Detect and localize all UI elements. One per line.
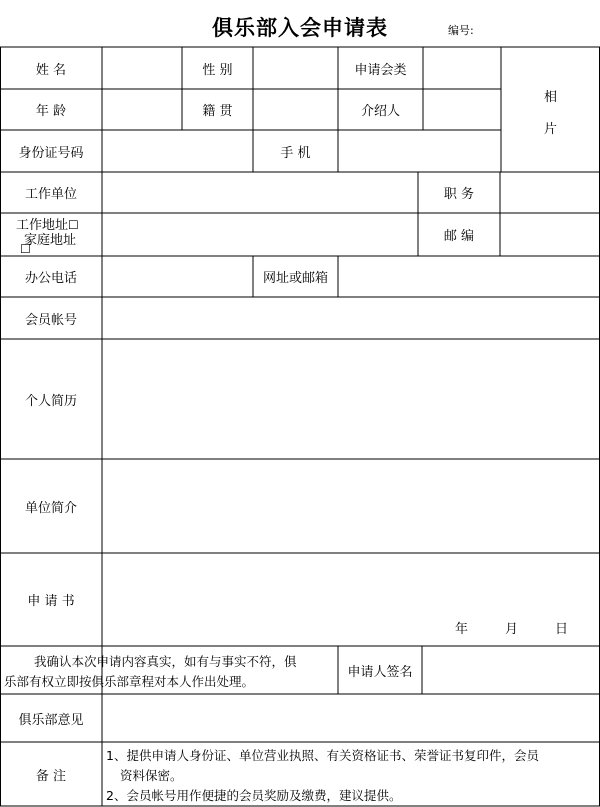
date-month-label: 月 — [505, 622, 519, 637]
mobile-label: 手 机 — [280, 145, 311, 161]
company-intro-label: 单位简介 — [24, 500, 77, 516]
age-field[interactable] — [102, 89, 182, 130]
work-address-checkbox[interactable]: ☐ — [68, 218, 79, 232]
club-opinion-field[interactable] — [102, 694, 600, 742]
date-year-label: 年 — [455, 622, 469, 637]
employer-field[interactable] — [102, 172, 418, 213]
age-label: 年 龄 — [35, 104, 67, 119]
office-phone-label: 办公电话 — [24, 271, 77, 286]
referrer-label: 介绍人 — [360, 104, 400, 119]
referrer-field[interactable] — [423, 89, 501, 130]
name-field[interactable] — [102, 47, 182, 89]
member-account-field[interactable] — [102, 297, 600, 339]
gender-field[interactable] — [253, 47, 338, 89]
employer-label: 工作单位 — [24, 187, 77, 202]
address-type-label — [2, 214, 102, 256]
remarks-text: 1、提供申请人身份证、单位营业执照、有关资格证书、荣誉证书复印件，会员 资料保密。 2、会员帐号用作便捷的会员奖励及缴费，建议提供。 — [106, 748, 539, 803]
category-label: 申请会类 — [354, 62, 407, 78]
club-opinion-label: 俱乐部意见 — [18, 712, 84, 728]
photo-label-char1: 相 — [543, 90, 557, 105]
application-letter-field[interactable] — [102, 553, 600, 646]
form-title: 俱乐部入会申请表 — [212, 16, 388, 40]
applicant-signature-field[interactable] — [422, 646, 600, 694]
photo-label-char2: 片 — [543, 122, 557, 137]
id-number-field[interactable] — [102, 130, 253, 172]
address-field[interactable] — [102, 213, 418, 256]
resume-label: 个人简历 — [24, 393, 77, 409]
declaration-text: 我确认本次申请内容真实，如有与事实不符，俱 乐部有权立即按俱乐部章程对本人作出处理。 — [4, 654, 297, 689]
name-label: 姓 名 — [35, 62, 67, 78]
website-email-label: 网址或邮箱 — [262, 271, 328, 286]
date-day-label: 日 — [555, 622, 569, 637]
postcode-field[interactable] — [500, 213, 600, 256]
photo-box[interactable] — [501, 48, 600, 171]
company-intro-field[interactable] — [102, 459, 600, 553]
gender-label: 性 别 — [202, 62, 233, 78]
native-place-field[interactable] — [253, 89, 338, 130]
remarks-label: 备 注 — [35, 768, 67, 784]
serial-number-label: 编号: — [448, 24, 474, 37]
member-account-label: 会员帐号 — [24, 312, 77, 328]
position-field[interactable] — [500, 172, 600, 213]
home-address-text: 家庭地址 — [24, 233, 77, 248]
position-label: 职 务 — [443, 187, 475, 202]
id-number-label: 身份证号码 — [18, 145, 84, 161]
office-phone-field[interactable] — [102, 256, 253, 297]
work-address-text: 工作地址 — [16, 218, 69, 233]
application-letter-label: 申 请 书 — [27, 594, 75, 609]
website-email-field[interactable] — [338, 256, 600, 297]
category-field[interactable] — [423, 47, 501, 89]
resume-field[interactable] — [102, 339, 600, 459]
postcode-label: 邮 编 — [443, 229, 475, 244]
applicant-signature-label: 申请人签名 — [347, 664, 413, 680]
mobile-field[interactable] — [338, 130, 501, 172]
native-place-label: 籍 贯 — [202, 104, 233, 119]
home-address-checkbox[interactable]: ☐ — [20, 242, 31, 256]
